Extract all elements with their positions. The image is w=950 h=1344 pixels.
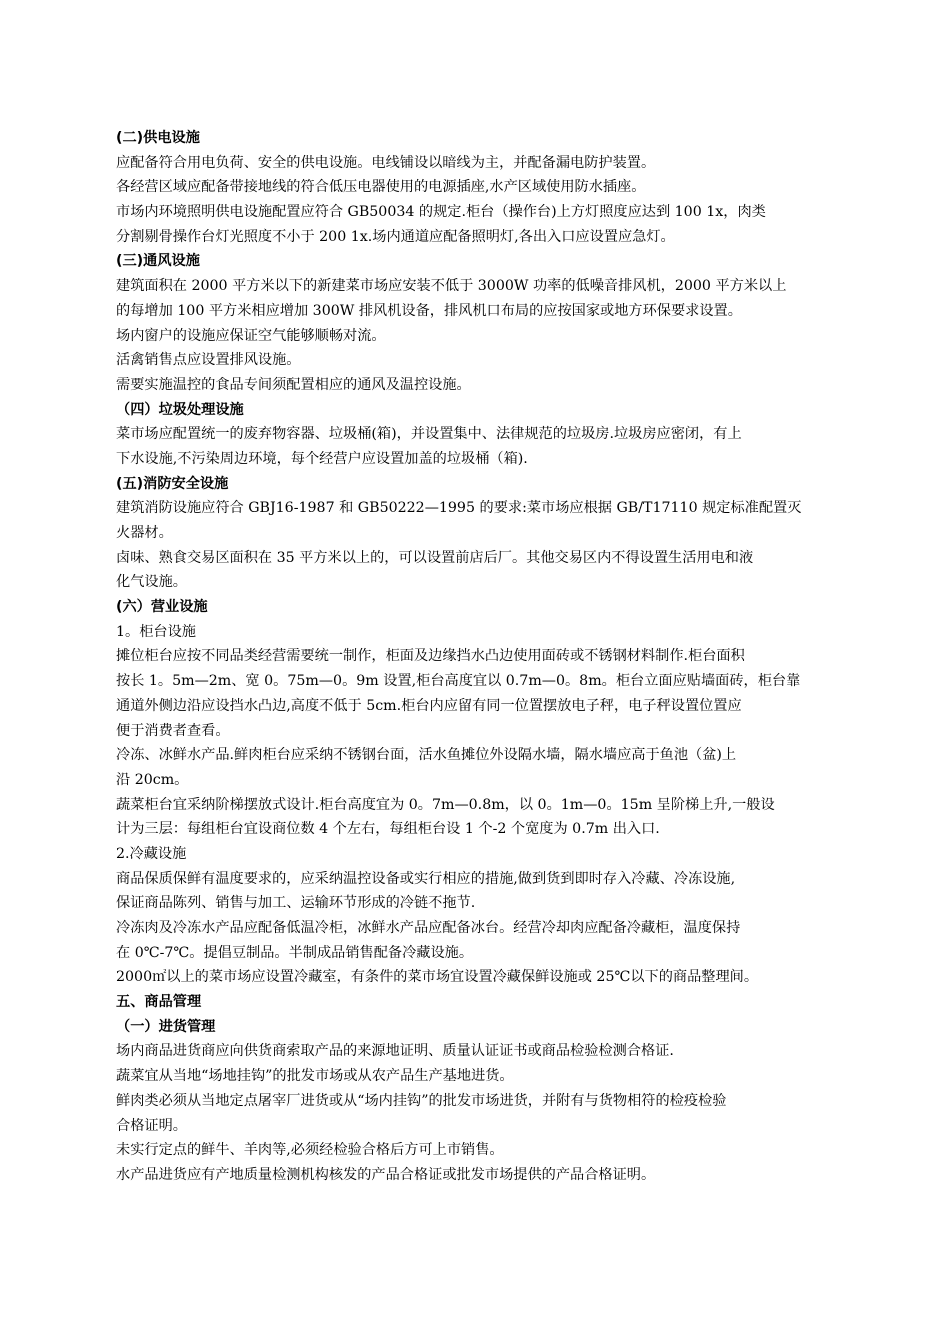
- text-line: （一）进货管理: [116, 1018, 216, 1035]
- text-line: 2.冷藏设施: [116, 845, 187, 862]
- section-heading: [116, 472, 864, 497]
- text-line: 冷冻、冰鲜水产品.鲜肉柜台应采纳不锈钢台面，活水鱼摊位外设隔水墙，隔水墙应高于鱼池（盆)上: [116, 747, 737, 764]
- text-line: 市场内环境照明供电设施配置应符合 GB50034 的规定.柜台（操作台)上方灯照度应达到 100 1x，肉类: [116, 204, 766, 221]
- paragraph: [116, 1039, 864, 1064]
- paragraph: [116, 916, 864, 965]
- text-line: 分割剔骨操作台灯光照度不小于 200 1x.场内通道应配备照明灯,各出入口应设置应急灯。: [116, 228, 675, 245]
- section-heading: [116, 595, 864, 620]
- text-line: 菜市场应配置统一的废弃物容器、垃圾桶(箱)，并设置集中、法律规范的垃圾房.垃圾房应密闭，有上: [116, 426, 742, 443]
- text-line: 通道外侧边沿应设挡水凸边,高度不低于 5cm.柜台内应留有同一位置摆放电子秤，电子秤设置位置应: [116, 697, 742, 714]
- paragraph: [116, 644, 864, 743]
- paragraph: [116, 1089, 864, 1138]
- paragraph: [116, 373, 864, 398]
- text-line: 卤味、熟食交易区面积在 35 平方米以上的，可以设置前店后厂。其他交易区内不得设置生活用电和液: [116, 549, 754, 566]
- text-line: 建筑面积在 2000 平方米以下的新建菜市场应安装不低于 3000W 功率的低噪音排风机，2000 平方米以上: [116, 278, 787, 295]
- paragraph: [116, 200, 864, 249]
- text-line: （四）垃圾处理设施: [116, 401, 244, 418]
- section-heading: [116, 398, 864, 423]
- text-line: 沿 20cm。: [116, 771, 189, 788]
- paragraph: [116, 274, 864, 323]
- text-line: 蔬菜宜从当地“场地挂钩”的批发市场或从农产品生产基地进货。: [116, 1068, 514, 1085]
- text-line: 未实行定点的鲜牛、羊肉等,必须经检验合格后方可上市销售。: [116, 1142, 504, 1159]
- document-page: [116, 126, 864, 1188]
- text-line: 在 0℃-7℃。提倡豆制品。半制成品销售配备冷藏设施。: [116, 944, 474, 961]
- text-line: (三)通风设施: [116, 253, 200, 270]
- text-line: 化气设施。: [116, 574, 187, 591]
- paragraph: [116, 1138, 864, 1163]
- text-line: 鲜肉类必须从当地定点屠宰厂进货或从“场内挂钩”的批发市场进货，并附有与货物相符的检疫检验: [116, 1092, 727, 1109]
- section-heading: [116, 249, 864, 274]
- text-line: 建筑消防设施应符合 GBJ16-1987 和 GB50222—1995 的要求:菜市场应根据 GB/T17110 规定标准配置灭: [116, 500, 802, 517]
- text-line: 1。柜台设施: [116, 623, 196, 640]
- paragraph: [116, 496, 864, 545]
- text-line: 五、商品管理: [116, 994, 202, 1011]
- text-line: 场内窗户的设施应保证空气能够顺畅对流。: [116, 327, 386, 344]
- paragraph: [116, 546, 864, 595]
- paragraph: [116, 743, 864, 792]
- section-heading: [116, 126, 864, 151]
- text-line: 蔬菜柜台宜采纳阶梯摆放式设计.柜台高度宜为 0。7m—0.8m，以 0。1m—0。15m 呈阶梯上升,一般设: [116, 796, 775, 813]
- paragraph: [116, 867, 864, 916]
- text-line: (五)消防安全设施: [116, 475, 229, 492]
- text-line: 按长 1。5m—2m、宽 0。75m—0。9m 设置,柜台高度宜以 0.7m—0。8m。柜台立面应贴墙面砖，柜台靠: [116, 673, 801, 690]
- paragraph: [116, 175, 864, 200]
- paragraph: [116, 793, 864, 842]
- paragraph: [116, 348, 864, 373]
- text-line: 活禽销售点应设置排风设施。: [116, 352, 301, 369]
- text-line: 摊位柜台应按不同品类经营需要统一制作，柜面及边缘挡水凸边使用面砖或不锈钢材料制作.柜台面积: [116, 648, 745, 665]
- text-line: 需要实施温控的食品专间须配置相应的通风及温控设施。: [116, 376, 471, 393]
- text-line: 商品保质保鲜有温度要求的，应采纳温控设备或实行相应的措施,做到货到即时存入冷藏、冷冻设施,: [116, 870, 736, 887]
- text-line: 保证商品陈列、销售与加工、运输环节形成的冷链不拖节.: [116, 895, 476, 912]
- text-line: 2000㎡以上的菜市场应设置冷藏室，有条件的菜市场宜设置冷藏保鲜设施或 25℃以下的商品整理间。: [116, 969, 759, 986]
- text-line: 各经营区域应配备带接地线的符合低压电器使用的电源插座,水产区域使用防水插座。: [116, 179, 646, 196]
- text-line: 合格证明。: [116, 1117, 187, 1134]
- paragraph: [116, 1163, 864, 1188]
- text-line: 冷冻肉及冷冻水产品应配备低温冷柜，冰鲜水产品应配备冰台。经营冷却肉应配备冷藏柜，温度保持: [116, 920, 741, 936]
- paragraph: [116, 324, 864, 349]
- paragraph: [116, 1064, 864, 1089]
- text-line: 计为三层：每组柜台宜设商位数 4 个左右，每组柜台设 1 个-2 个宽度为 0.7m 出入口.: [116, 821, 660, 838]
- text-line: 应配备符合用电负荷、安全的供电设施。电线铺设以暗线为主，并配备漏电防护装置。: [116, 154, 656, 171]
- paragraph: [116, 842, 864, 867]
- text-line: (六）营业设施: [116, 599, 208, 616]
- section-heading: [116, 1015, 864, 1040]
- paragraph: [116, 965, 864, 990]
- text-line: 下水设施,不污染周边环境，每个经营户应设置加盖的垃圾桶（箱).: [116, 450, 528, 467]
- paragraph: [116, 151, 864, 176]
- text-line: (二)供电设施: [116, 130, 200, 146]
- text-line: 的每增加 100 平方米相应增加 300W 排风机设备，排风机口布局的应按国家或地方环保要求设置。: [116, 302, 742, 319]
- text-line: 水产品进货应有产地质量检测机构核发的产品合格证或批发市场提供的产品合格证明。: [116, 1166, 656, 1183]
- text-line: 便于消费者查看。: [116, 722, 230, 739]
- text-line: 场内商品进货商应向供货商索取产品的来源地证明、质量认证证书或商品检验检测合格证.: [116, 1043, 674, 1060]
- paragraph: [116, 620, 864, 645]
- paragraph: [116, 422, 864, 471]
- text-line: 火器材。: [116, 525, 173, 541]
- section-heading: [116, 990, 864, 1015]
